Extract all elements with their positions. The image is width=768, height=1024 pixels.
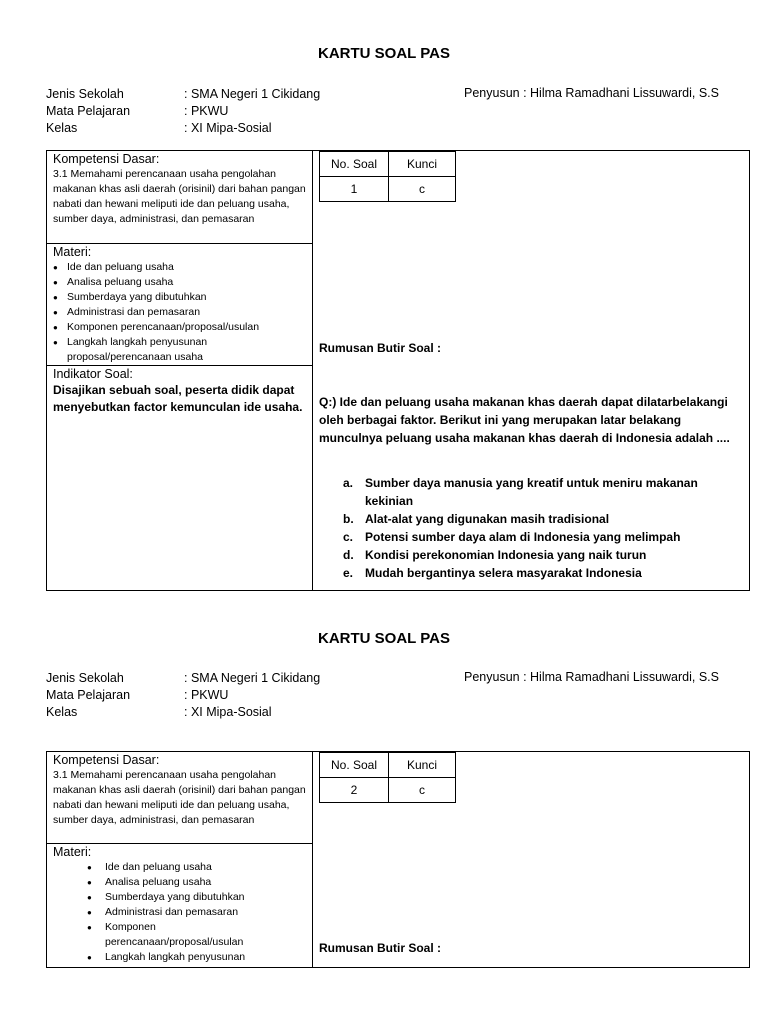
materi-heading: Materi: (53, 245, 92, 259)
kunci-table (319, 752, 456, 803)
kelas-label: Kelas (46, 705, 78, 719)
materi-list (53, 260, 306, 365)
answer-options (343, 474, 743, 582)
kunci-value: c (389, 778, 456, 803)
list-item: ● Ide dan peluang usaha (53, 860, 306, 875)
rumusan-label: Rumusan Butir Soal : (319, 341, 442, 355)
list-item: ● Administrasi dan pemasaran (53, 905, 306, 920)
option-b (343, 510, 743, 528)
mata-pelajaran-value: : PKWU (184, 688, 229, 702)
list-item: ● Administrasi dan pemasaran (53, 305, 306, 320)
indikator-text: Disajikan sebuah soal, peserta didik dapat menyebutkan factor kemunculan ide usaha. (53, 383, 303, 414)
list-item: ● Analisa peluang usaha (53, 875, 306, 890)
question-text: Q:) Ide dan peluang usaha makanan khas daerah dapat dilatarbelakangi oleh berbagai faktor. Berikut ini yang merupakan latar belakang munculnya peluang usaha makanan khas daerah di Indonesia adalah .... (319, 395, 730, 445)
list-item: ● Komponen perencanaan/proposal/usulan (53, 320, 306, 335)
option-text: Potensi sumber daya alam di Indonesia yang melimpah (365, 530, 681, 544)
card-title: KARTU SOAL PAS (318, 630, 450, 647)
indikator-heading: Indikator Soal: (53, 367, 133, 381)
kelas-value: : XI Mipa-Sosial (184, 121, 272, 135)
option-a (343, 474, 743, 510)
list-item: ● Langkah langkah penyusunan (53, 950, 306, 965)
no-soal-value: 2 (320, 778, 389, 803)
kompetensi-dasar-text: 3.1 Memahami perencanaan usaha pengolahan makanan khas asli daerah (orisinil) dari bahan pangan nabati dan hewani meliputi ide dan peluang usaha, sumber daya, administrasi, dan pemasaran (53, 168, 306, 225)
list-item: ● Ide dan peluang usaha (53, 260, 306, 275)
materi-section (47, 244, 312, 366)
jenis-sekolah-label: Jenis Sekolah (46, 671, 124, 685)
option-letter: e. (343, 566, 354, 580)
no-soal-header: No. Soal (320, 753, 389, 778)
kompetensi-dasar-heading: Kompetensi Dasar: (53, 152, 160, 166)
option-d (343, 546, 743, 564)
option-text: Sumber daya manusia yang kreatif untuk meniru makanan kekinian (365, 476, 698, 508)
no-soal-value: 1 (320, 177, 389, 202)
list-item: ● Analisa peluang usaha (53, 275, 306, 290)
option-e (343, 564, 743, 582)
option-text: Alat-alat yang digunakan masih tradisional (365, 512, 610, 526)
kunci-header: Kunci (389, 753, 456, 778)
option-letter: b. (343, 512, 354, 526)
mata-pelajaran-value: : PKWU (184, 104, 229, 118)
card-meta (46, 86, 320, 137)
list-item: ● Sumberdaya yang dibutuhkan (53, 890, 306, 905)
card-title: KARTU SOAL PAS (318, 45, 450, 62)
card-table (46, 751, 750, 968)
mata-pelajaran-label: Mata Pelajaran (46, 104, 131, 118)
kunci-table (319, 151, 456, 202)
rumusan-label: Rumusan Butir Soal : (319, 941, 442, 955)
no-soal-header: No. Soal (320, 152, 389, 177)
option-letter: d. (343, 548, 354, 562)
materi-list (53, 860, 306, 965)
jenis-sekolah-value: : SMA Negeri 1 Cikidang (184, 671, 321, 685)
kelas-value: : XI Mipa-Sosial (184, 705, 272, 719)
kompetensi-dasar-section (47, 752, 312, 844)
card-meta (46, 670, 320, 721)
option-letter: a. (343, 476, 354, 490)
materi-heading: Materi: (53, 845, 92, 859)
list-item: ● Langkah langkah penyusunan proposal/perencanaan usaha (53, 335, 306, 365)
option-letter: c. (343, 530, 354, 544)
indikator-section (47, 366, 312, 590)
jenis-sekolah-label: Jenis Sekolah (46, 87, 124, 101)
kompetensi-dasar-text: 3.1 Memahami perencanaan usaha pengolahan makanan khas asli daerah (orisinil) dari bahan pangan nabati dan hewani meliputi ide dan peluang usaha, sumber daya, administrasi, dan pemasaran (53, 769, 306, 826)
kunci-header: Kunci (389, 152, 456, 177)
kompetensi-dasar-section (47, 151, 312, 244)
list-item: ● Sumberdaya yang dibutuhkan (53, 290, 306, 305)
kelas-label: Kelas (46, 121, 78, 135)
card-table (46, 150, 750, 591)
jenis-sekolah-value: : SMA Negeri 1 Cikidang (184, 87, 321, 101)
penyusun: Penyusun : Hilma Ramadhani Lissuwardi, S.S (464, 670, 719, 684)
mata-pelajaran-label: Mata Pelajaran (46, 688, 131, 702)
materi-section (47, 844, 312, 967)
penyusun: Penyusun : Hilma Ramadhani Lissuwardi, S.S (464, 86, 719, 100)
kompetensi-dasar-heading: Kompetensi Dasar: (53, 753, 160, 767)
option-text: Kondisi perekonomian Indonesia yang naik turun (365, 548, 647, 562)
option-c (343, 528, 743, 546)
kunci-value: c (389, 177, 456, 202)
left-column (47, 752, 313, 967)
option-text: Mudah bergantinya selera masyarakat Indonesia (365, 566, 642, 580)
list-item: ● Komponen perencanaan/proposal/usulan (53, 920, 225, 950)
left-column (47, 151, 313, 590)
